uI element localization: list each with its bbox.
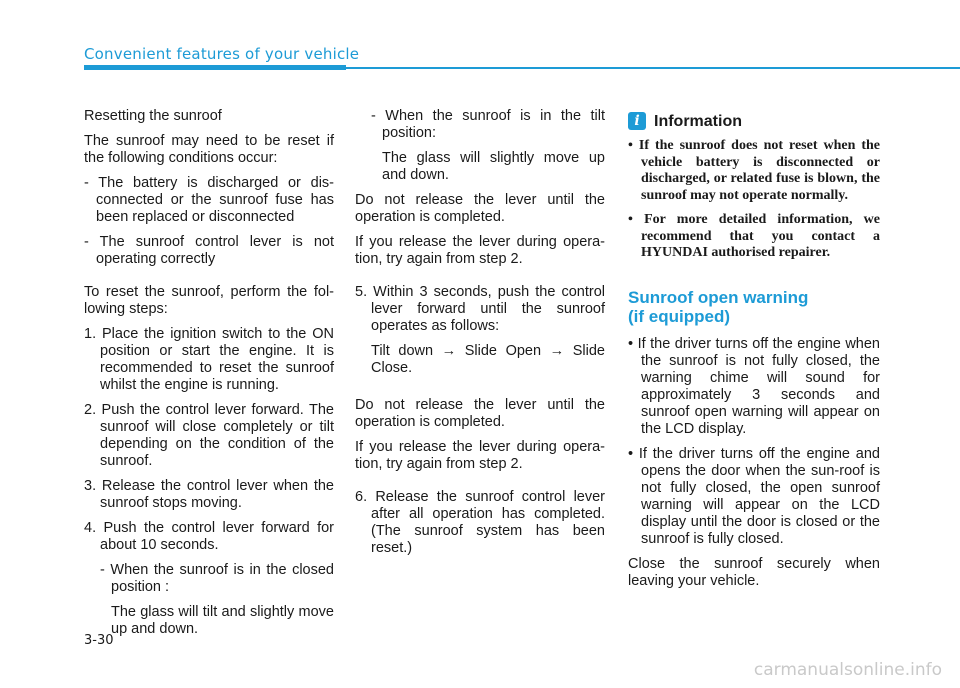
step-item: 6. Release the sunroof control lever after all operation has completed. (The sunroof system has been reset.): [355, 489, 605, 556]
closing-note: Close the sunroof securely when leaving your vehicle.: [628, 555, 880, 589]
information-bullet: • For more detailed information, we recommend that you contact a HYUNDAI authorised repairer.: [628, 212, 880, 260]
step-item: 5. Within 3 seconds, push the control lever forward until the sunroof operates as follows:: [355, 284, 605, 334]
heading-line: Sunroof open warning: [628, 287, 809, 307]
step-item: 2. Push the control lever forward. The sunroof will close completely or tilt depending on the condition of the sunroof.: [84, 402, 334, 469]
header-rule-accent: [84, 65, 346, 70]
step-item: 4. Push the control lever forward for about 10 seconds.: [84, 520, 334, 553]
tilt-position-text: The glass will slightly move up and down.: [382, 150, 605, 183]
section-title: Convenient features of your vehicle: [84, 45, 360, 63]
warning-bullet: • If the driver turns off the engine when the sunroof is not fully closed, the warning chime will sound for approximately 3 seconds and sunroof open warning will appear on the LCD display.: [628, 335, 880, 437]
information-header: [628, 112, 880, 130]
retry-note: If you release the lever during opera-tion, try again from step 2.: [355, 234, 605, 267]
step5-sequence: Tilt down → Slide Open → Slide Close.: [371, 343, 605, 376]
information-bullet: • If the sunroof does not reset when the vehicle battery is disconnected or discharged, or related fuse is blown, the sunroof may not operate normally.: [628, 138, 880, 203]
warning-bullet: • If the driver turns off the engine and opens the door when the sun-roof is not fully closed, the open sunroof warning will appear on the LCD display until the door is closed or the sunroof is fully closed.: [628, 445, 880, 547]
watermark: carmanualsonline.info: [753, 660, 942, 680]
page-number: 3-30: [84, 633, 114, 648]
step-item: 3. Release the control lever when the sunroof stops moving.: [84, 478, 334, 511]
tilt-position-label: - When the sunroof is in the tilt position:: [371, 108, 605, 141]
column-left: [84, 108, 334, 646]
release-note: Do not release the lever until the operation is completed.: [355, 397, 605, 430]
condition-item: - The battery is discharged or dis-connected or the sunroof fuse has been replaced or disconnected: [84, 175, 334, 225]
information-icon: i: [628, 112, 646, 130]
column-middle: [355, 108, 605, 565]
information-title: Information: [654, 112, 742, 130]
release-note: Do not release the lever until the operation is completed.: [355, 192, 605, 225]
step-item: 1. Place the ignition switch to the ON position or start the engine. It is recommended to reset the sunroof whilst the engine is running.: [84, 326, 334, 393]
paragraph-steps-intro: To reset the sunroof, perform the fol-lowing steps:: [84, 284, 334, 317]
retry-note: If you release the lever during opera-tion, try again from step 2.: [355, 439, 605, 472]
sunroof-open-warning-heading: [628, 288, 880, 326]
header-rule: [346, 67, 960, 69]
closed-position-label: - When the sunroof is in the closed position :: [100, 562, 334, 595]
heading-line: (if equipped): [628, 306, 730, 326]
section-heading-resetting: Resetting the sunroof: [84, 108, 222, 124]
column-right: [628, 108, 880, 598]
condition-item: - The sunroof control lever is not operating correctly: [84, 234, 334, 267]
paragraph-intro: The sunroof may need to be reset if the following conditions occur:: [84, 133, 334, 166]
closed-position-text: The glass will tilt and slightly move up and down.: [111, 604, 334, 637]
